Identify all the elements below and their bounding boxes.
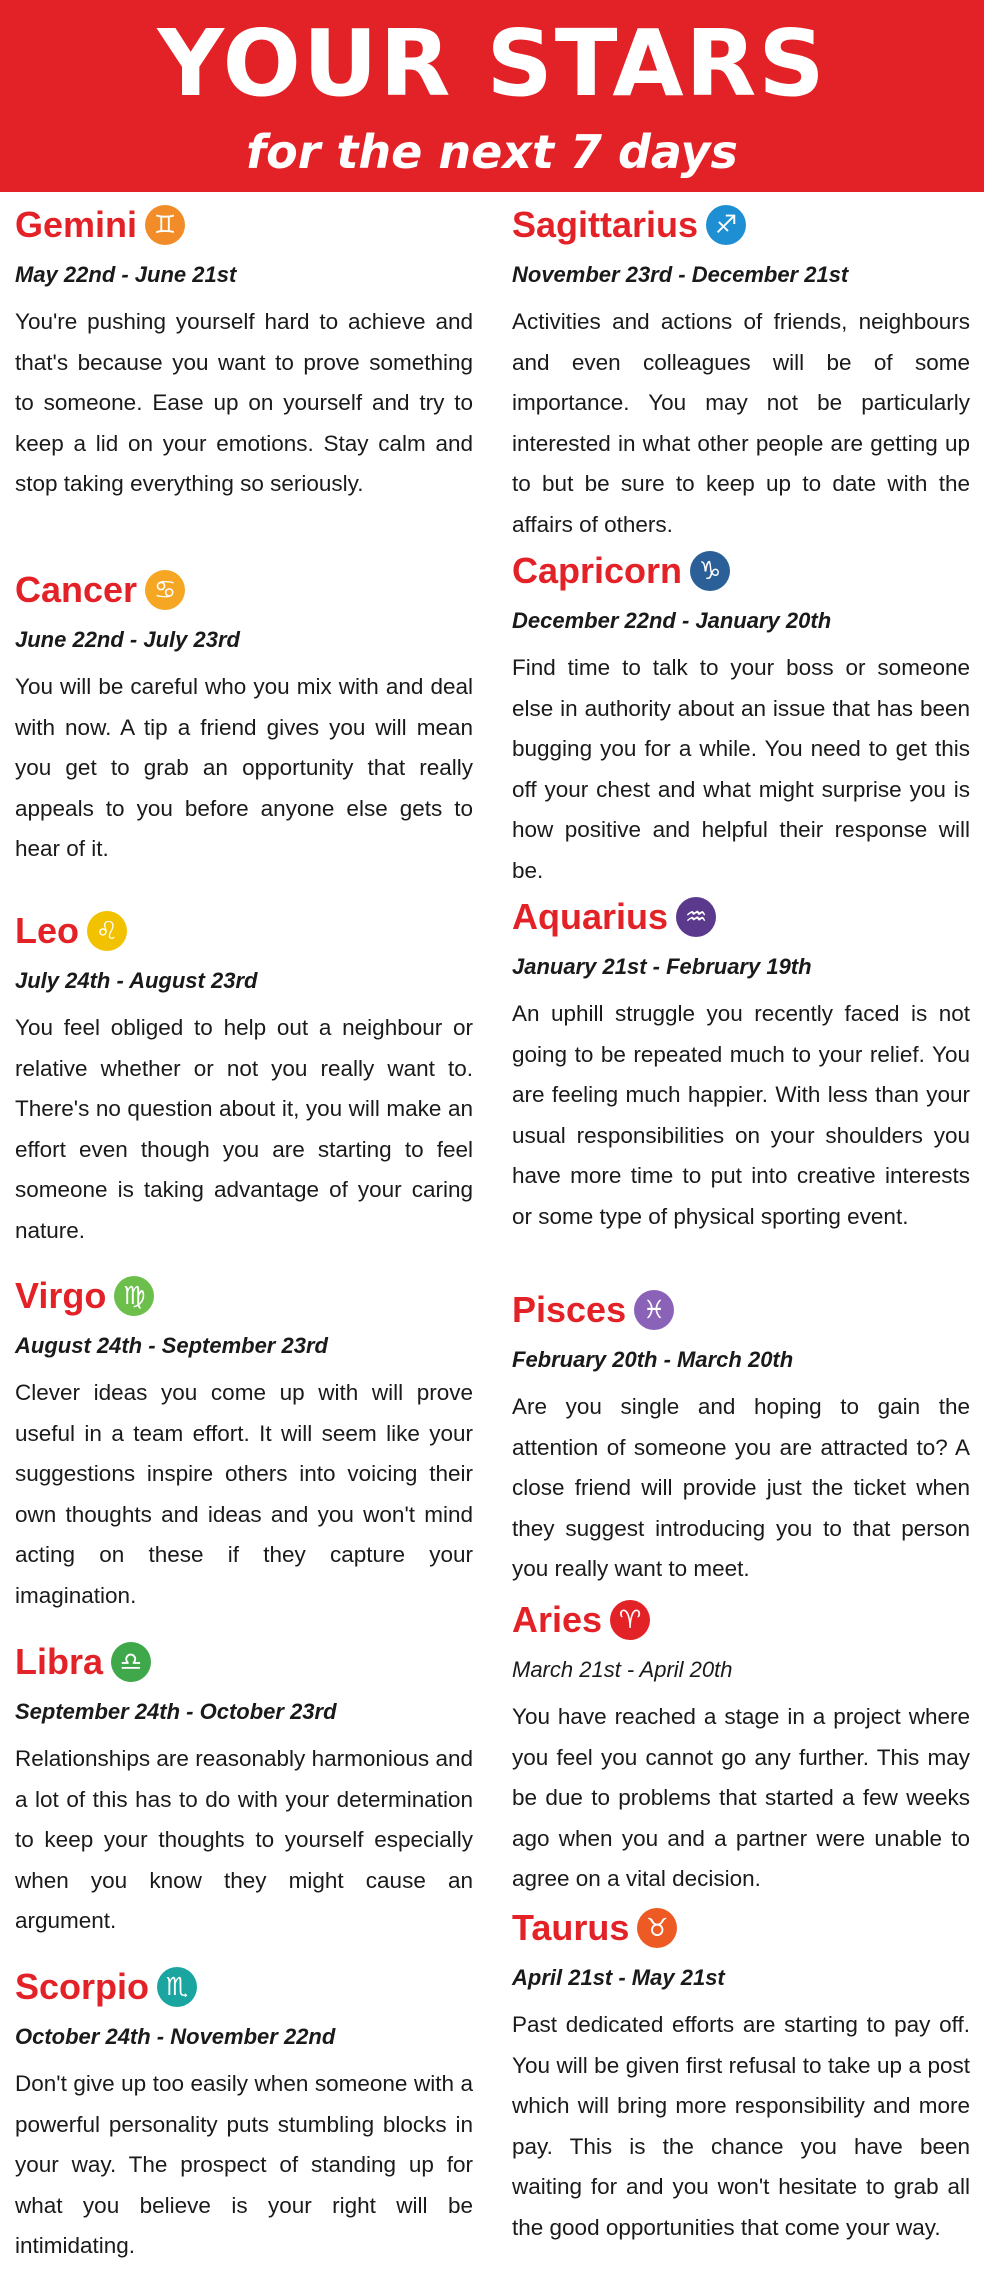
sign-dates: March 21st - April 20th — [512, 1657, 733, 1682]
sign-capricorn — [512, 546, 970, 891]
sign-dates: November 23rd - December 21st — [512, 262, 849, 287]
capricorn-icon: ♑︎ — [690, 551, 730, 591]
sign-forecast: You will be careful who you mix with and deal with now. A tip a friend gives you will mean you get to grab an opportunity that really appeals to you before anyone else gets to hear of it. — [15, 674, 473, 861]
aquarius-icon: ♒︎ — [676, 897, 716, 937]
sign-name: Cancer — [15, 569, 138, 610]
sign-name: Aquarius — [512, 896, 669, 937]
sign-dates: September 24th - October 23rd — [15, 1699, 337, 1724]
sign-virgo — [15, 1271, 473, 1616]
page-subtitle: for the next 7 days — [246, 125, 738, 179]
sign-dates: June 22nd - July 23rd — [15, 627, 240, 652]
sign-cancer — [15, 565, 473, 870]
sign-forecast: Past dedicated efforts are starting to pay off. You will be given first refusal to take up a post which will bring more responsibility and more pay. This is the chance you have been waiting for and you won't hesitate to grab all the good opportunities that come your way. — [512, 2012, 970, 2240]
sign-aquarius — [512, 892, 970, 1237]
leo-icon: ♌︎ — [87, 911, 127, 951]
sign-name: Virgo — [15, 1275, 107, 1316]
sign-forecast: An uphill struggle you recently faced is not going to be repeated much to your relief. You are feeling much happier. With less than your usual responsibilities on your shoulders you have more time to put into creative interests or some type of physical sporting event. — [512, 1001, 970, 1229]
sign-dates: January 21st - February 19th — [512, 954, 812, 979]
sign-sagittarius — [512, 200, 970, 545]
header-banner — [0, 0, 984, 192]
sign-dates: May 22nd - June 21st — [15, 262, 237, 287]
page-title: YOUR STARS — [157, 10, 827, 117]
sign-libra — [15, 1637, 473, 1942]
sign-scorpio — [15, 1962, 473, 2267]
sign-name: Leo — [15, 910, 80, 951]
virgo-icon: ♍︎ — [114, 1276, 154, 1316]
scorpio-icon: ♏︎ — [157, 1967, 197, 2007]
sign-forecast: Find time to talk to your boss or someone else in authority about an issue that has been bugging you for a while. You need to get this off your chest and what might surprise you is how positive and helpful their response will be. — [512, 655, 970, 883]
gemini-icon: ♊︎ — [145, 205, 185, 245]
sign-name: Libra — [15, 1641, 104, 1682]
sign-name: Scorpio — [15, 1966, 150, 2007]
sign-dates: October 24th - November 22nd — [15, 2024, 336, 2049]
sign-gemini — [15, 200, 473, 505]
sign-name: Aries — [512, 1599, 603, 1640]
sign-name: Gemini — [15, 204, 138, 245]
sign-pisces — [512, 1285, 970, 1590]
sign-forecast: Are you single and hoping to gain the attention of someone you are attracted to? A close friend will provide just the ticket when they suggest introducing you to that person you really want to meet. — [512, 1394, 970, 1581]
sign-dates: December 22nd - January 20th — [512, 608, 832, 633]
sign-leo — [15, 906, 473, 1251]
cancer-icon: ♋︎ — [145, 570, 185, 610]
libra-icon: ♎︎ — [111, 1642, 151, 1682]
sagittarius-icon: ♐︎ — [706, 205, 746, 245]
sign-dates: July 24th - August 23rd — [15, 968, 258, 993]
sign-forecast: Clever ideas you come up with will prove useful in a team effort. It will seem like your suggestions inspire others into voicing their own thoughts and ideas and you won't mind acting on these if they capture your imagination. — [15, 1380, 473, 1608]
sign-dates: February 20th - March 20th — [512, 1347, 794, 1372]
sign-forecast: Relationships are reasonably harmonious and a lot of this has to do with your determination to keep your thoughts to yourself especially when you know they might cause an argument. — [15, 1746, 473, 1933]
sign-name: Pisces — [512, 1289, 627, 1330]
taurus-icon: ♉︎ — [637, 1908, 677, 1948]
sign-taurus — [512, 1903, 970, 2248]
sign-forecast: Don't give up too easily when someone with a powerful personality puts stumbling blocks in your way. The prospect of standing up for what you believe is your right will be intimidating. — [15, 2071, 473, 2258]
aries-icon: ♈︎ — [610, 1600, 650, 1640]
sign-forecast: You feel obliged to help out a neighbour or relative whether or not you really want to. There's no question about it, you will make an effort even though you are starting to feel someone is taking advantage of your caring nature. — [15, 1015, 473, 1243]
sign-name: Sagittarius — [512, 204, 699, 245]
sign-name: Taurus — [512, 1907, 630, 1948]
sign-aries — [512, 1595, 970, 1900]
sign-dates: August 24th - September 23rd — [15, 1333, 328, 1358]
sign-name: Capricorn — [512, 550, 683, 591]
sign-dates: April 21st - May 21st — [512, 1965, 725, 1990]
sign-forecast: You're pushing yourself hard to achieve and that's because you want to prove something to someone. Ease up on yourself and try to keep a lid on your emotions. Stay calm and stop taking everything so seriously. — [15, 309, 473, 496]
sign-forecast: You have reached a stage in a project where you feel you cannot go any further. This may be due to problems that started a few weeks ago when you and a partner were unable to agree on a vital decision. — [512, 1704, 970, 1891]
pisces-icon: ♓︎ — [634, 1290, 674, 1330]
sign-forecast: Activities and actions of friends, neighbours and even colleagues will be of some importance. You may not be particularly interested in what other people are getting up to but be sure to keep up to date with the affairs of others. — [512, 309, 970, 537]
